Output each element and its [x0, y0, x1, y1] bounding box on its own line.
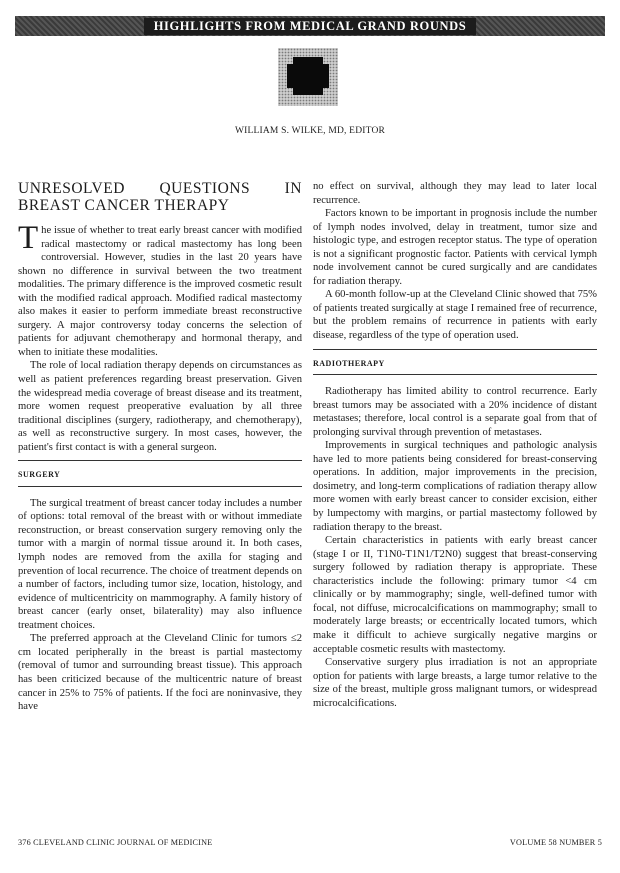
drop-cap: T	[18, 220, 39, 256]
footer-journal: 376 CLEVELAND CLINIC JOURNAL OF MEDICINE	[18, 838, 213, 847]
intro-text: he issue of whether to treat early breast cancer with modified radical mastectomy or radical mastectomy has long been controversial. However, studies in the last 20 years have shown no difference in survival between the two treatment modalities. The primary difference is the improved cosmetic result with the modified radical approach. Modified radical mastectomy also makes it easier to perform immediate breast reconstructive surgery. A major controversy today concerns the selection of patients for adjuvant chemotherapy and hormonal therapy, and when to initiate these modalities.	[18, 225, 302, 358]
paragraph-2: The role of local radiation therapy depends on circumstances as well as patient preferences regarding breast preservation. Given the widespread media coverage of breast disease and its treatment, more women request preoperative evaluation by all three traditional disciplines (surgery, radiotherapy, and chemotherapy), as well as reconstructive surgery. In most cases, however, the patient's first contact is with a general surgeon.	[18, 360, 302, 453]
left-column	[18, 180, 302, 714]
radiotherapy-paragraph-3: Certain characteristics in patients with early breast cancer (stage I or II, T1N0-T1N1/T2N0) suggest that breast-conserving surgery followed by radiation therapy is appropriate. These characteristics include the following: primary tumor <4 cm clinically or by mammography; single, well-defined tumor with focal, not diffuse, microcalcifications on mammography; small to moderately large breasts; or eccentrically located tumors, which make it difficult to achieve surgically negative margins or acceptable cosmetic results with mastectomy.	[313, 535, 597, 655]
article-title: UNRESOLVED QUESTIONS IN BREAST CANCER THERAPY	[18, 180, 302, 214]
right-paragraph-3: A 60-month follow-up at the Cleveland Clinic showed that 75% of patients treated surgically at stage I remained free of recurrence, but the problem remains of recurrence in patients with early disease, regardless of the type of operation used.	[313, 289, 597, 342]
surgery-paragraph-2: The preferred approach at the Cleveland Clinic for tumors ≤2 cm located peripherally in the breast is partial mastectomy (removal of tumor and surrounding breast tissue). This approach has been criticized because of the multicentric nature of breast cancer in 25% to 75% of patients. If the foci are noninvasive, they have	[18, 633, 302, 713]
section-banner	[15, 16, 605, 36]
banner-title: HIGHLIGHTS FROM MEDICAL GRAND ROUNDS	[144, 18, 477, 35]
radiotherapy-heading: RADIOTHERAPY	[313, 349, 597, 371]
radiotherapy-paragraph-4: Conservative surgery plus irradiation is not an appropriate option for patients with large breasts, a large tumor relative to the size of the breast, multiple gross malignant tumors, or widespread microcalcifications.	[313, 657, 597, 709]
surgery-heading: SURGERY	[18, 460, 302, 482]
editor-credit: WILLIAM S. WILKE, MD, EDITOR	[234, 126, 386, 136]
journal-logo-icon	[278, 48, 338, 106]
surgery-paragraph-1: The surgical treatment of breast cancer today includes a number of options: total removal of the breast with or without immediate reconstruction, or breast conservation surgery removing only the tumor with a margin of normal tissue around it. In both cases, lymph nodes are removed from the axilla for staging and prevention of local recurrence. The choice of treatment depends on a number of factors, including tumor size, location, histology, and evidence of multicentricity on mammography. A family history of breast cancer (early onset, bilaterality) may also influence treatment choices.	[18, 497, 302, 631]
right-column	[313, 180, 597, 710]
footer-volume: VOLUME 58 NUMBER 5	[509, 838, 602, 847]
radiotherapy-paragraph-2: Improvements in surgical techniques and pathologic analysis have led to more patients being considered for breast-conserving operations. In addition, major improvements in the precision, dosimetry, and long-term complications of radiation therapy allow more women with early breast cancer to consider excision, either by lumpectomy with margins, or partial mastectomy followed by radiation therapy to the breast.	[313, 440, 597, 533]
right-paragraph-2: Factors known to be important in prognosis include the number of lymph nodes involved, delay in treatment, tumor size and histologic type, and estrogen receptor status. The type of operation is not a significant prognostic factor. Patients with cervical lymph node involvement cannot be cured surgically and are candidates for radiation therapy.	[313, 208, 597, 287]
intro-paragraph	[18, 220, 302, 359]
radiotherapy-paragraph-1: Radiotherapy has limited ability to control recurrence. Early breast tumors may be associated with a 20% incidence of distant metastases; therefore, local control is a separate goal from that of prolonging survival through prevention of metastases.	[313, 386, 597, 438]
right-paragraph-1: no effect on survival, although they may lead to later local recurrence.	[313, 181, 597, 206]
